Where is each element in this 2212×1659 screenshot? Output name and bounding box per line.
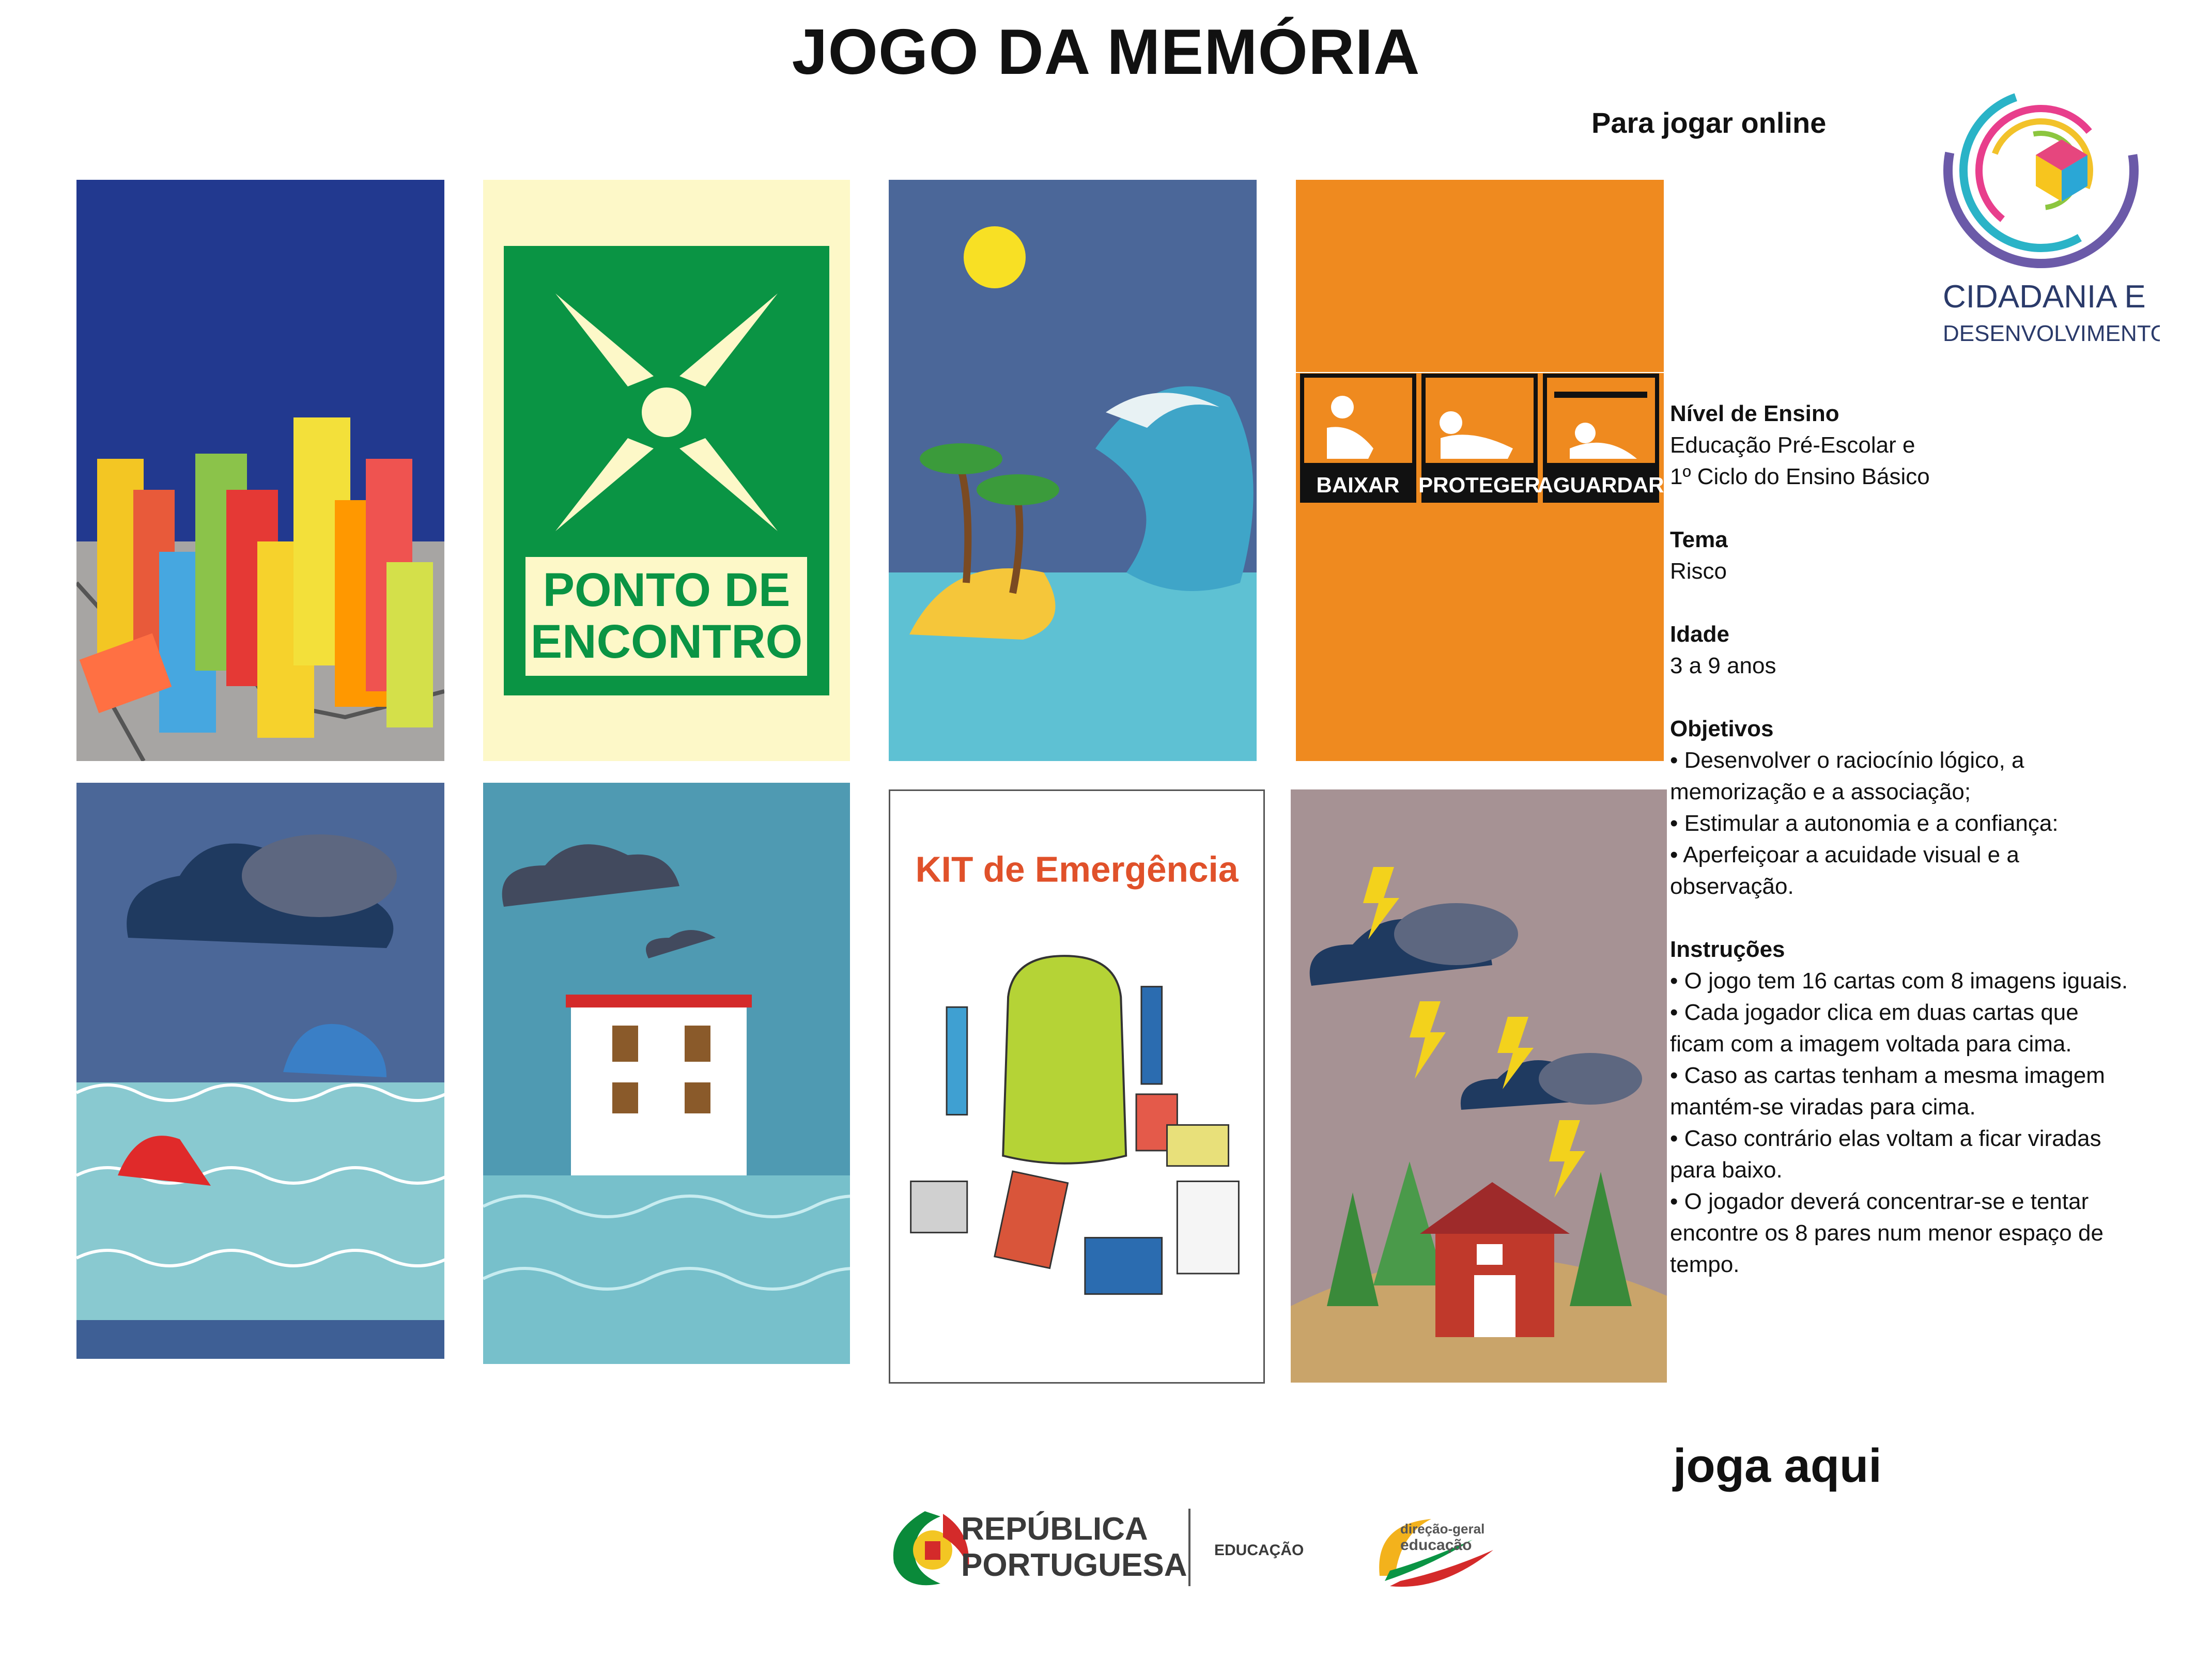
level-line-2: 1º Ciclo do Ensino Básico bbox=[1670, 464, 1930, 489]
cidadania-logo bbox=[1932, 72, 2160, 362]
instructions-line: • Caso as cartas tenham a mesma imagem bbox=[1670, 1063, 2105, 1088]
objectives-line: observação. bbox=[1670, 874, 1794, 899]
page-title: JOGO DA MEMÓRIA bbox=[792, 17, 1420, 88]
theme-heading: Tema bbox=[1670, 527, 1728, 552]
dge-line1: direção-geral bbox=[1400, 1521, 1485, 1537]
instructions-line: ficam com a imagem voltada para cima. bbox=[1670, 1031, 2072, 1057]
card-earthquake-safety[interactable] bbox=[1296, 180, 1664, 761]
objectives-line: • Aperfeiçoar a acuidade visual e a bbox=[1670, 842, 2019, 867]
instructions-line: • Cada jogador clica em duas cartas que bbox=[1670, 1000, 2079, 1025]
cidadania-swirl-icon bbox=[1932, 72, 2160, 362]
info-panel bbox=[1670, 398, 2166, 1280]
safety-label-aguardar: AGUARDAR bbox=[1537, 473, 1664, 497]
instructions-line: • O jogador deverá concentrar-se e tentar bbox=[1670, 1189, 2089, 1214]
republica-portuguesa-logo bbox=[884, 1501, 1307, 1591]
instructions-line: encontre os 8 pares num menor espaço de bbox=[1670, 1220, 2103, 1246]
safety-label-baixar: BAIXAR bbox=[1316, 473, 1400, 497]
instructions-heading: Instruções bbox=[1670, 937, 1785, 962]
meeting-point-line2: ENCONTRO bbox=[530, 615, 803, 668]
card-storm[interactable] bbox=[1291, 789, 1667, 1383]
card-flood-house[interactable] bbox=[483, 783, 850, 1364]
education-label: EDUCAÇÃO bbox=[1214, 1542, 1304, 1559]
card-earthquake-city[interactable] bbox=[76, 180, 444, 761]
meeting-point-image bbox=[483, 180, 850, 761]
instructions-line: • Caso contrário elas voltam a ficar viradas bbox=[1670, 1126, 2101, 1151]
instructions-line: • O jogo tem 16 cartas com 8 imagens iguais. bbox=[1670, 968, 2128, 994]
play-here-link[interactable]: joga aqui bbox=[1673, 1439, 1882, 1492]
flood-cars-image bbox=[76, 783, 444, 1359]
age-heading: Idade bbox=[1670, 622, 1729, 647]
earthquake-safety-image bbox=[1296, 180, 1664, 761]
level-heading: Nível de Ensino bbox=[1670, 401, 1839, 426]
instructions-line: mantém-se viradas para cima. bbox=[1670, 1094, 1976, 1120]
dge-line2: educação bbox=[1400, 1537, 1472, 1554]
logo-line1: CIDADANIA E bbox=[1943, 279, 2146, 315]
meeting-point-line1: PONTO DE bbox=[543, 564, 791, 616]
tsunami-image bbox=[889, 180, 1257, 761]
earthquake-city-image bbox=[76, 180, 444, 761]
safety-label-proteger: PROTEGER bbox=[1418, 473, 1540, 497]
card-emergency-kit[interactable] bbox=[889, 789, 1265, 1384]
logo-line2: DESENVOLVIMENTO bbox=[1943, 321, 2160, 346]
objectives-line: memorização e a associação; bbox=[1670, 779, 1971, 804]
instructions-line: tempo. bbox=[1670, 1252, 1740, 1277]
emergency-kit-title: KIT de Emergência bbox=[915, 849, 1239, 890]
theme-value: Risco bbox=[1670, 559, 1727, 584]
dge-swoosh-icon bbox=[1369, 1503, 1504, 1591]
objectives-heading: Objetivos bbox=[1670, 716, 1774, 741]
emergency-kit-image bbox=[890, 791, 1263, 1382]
instructions-line: para baixo. bbox=[1670, 1157, 1783, 1183]
level-line-1: Educação Pré-Escolar e bbox=[1670, 432, 1915, 458]
flood-house-image bbox=[483, 783, 850, 1364]
card-meeting-point[interactable] bbox=[483, 180, 850, 761]
age-value: 3 a 9 anos bbox=[1670, 653, 1776, 678]
objectives-line: • Estimular a autonomia e a confiança: bbox=[1670, 811, 2059, 836]
storm-image bbox=[1291, 789, 1667, 1383]
page-subtitle: Para jogar online bbox=[1591, 106, 1827, 139]
objectives-line: • Desenvolver o raciocínio lógico, a bbox=[1670, 748, 2024, 773]
card-flood-cars[interactable] bbox=[76, 783, 444, 1359]
card-tsunami[interactable] bbox=[889, 180, 1257, 761]
republica-emblem-icon bbox=[884, 1501, 1307, 1591]
dge-logo bbox=[1369, 1503, 1504, 1591]
republica-line1: REPÚBLICA bbox=[961, 1511, 1148, 1547]
republica-line2: PORTUGUESA bbox=[961, 1547, 1187, 1583]
